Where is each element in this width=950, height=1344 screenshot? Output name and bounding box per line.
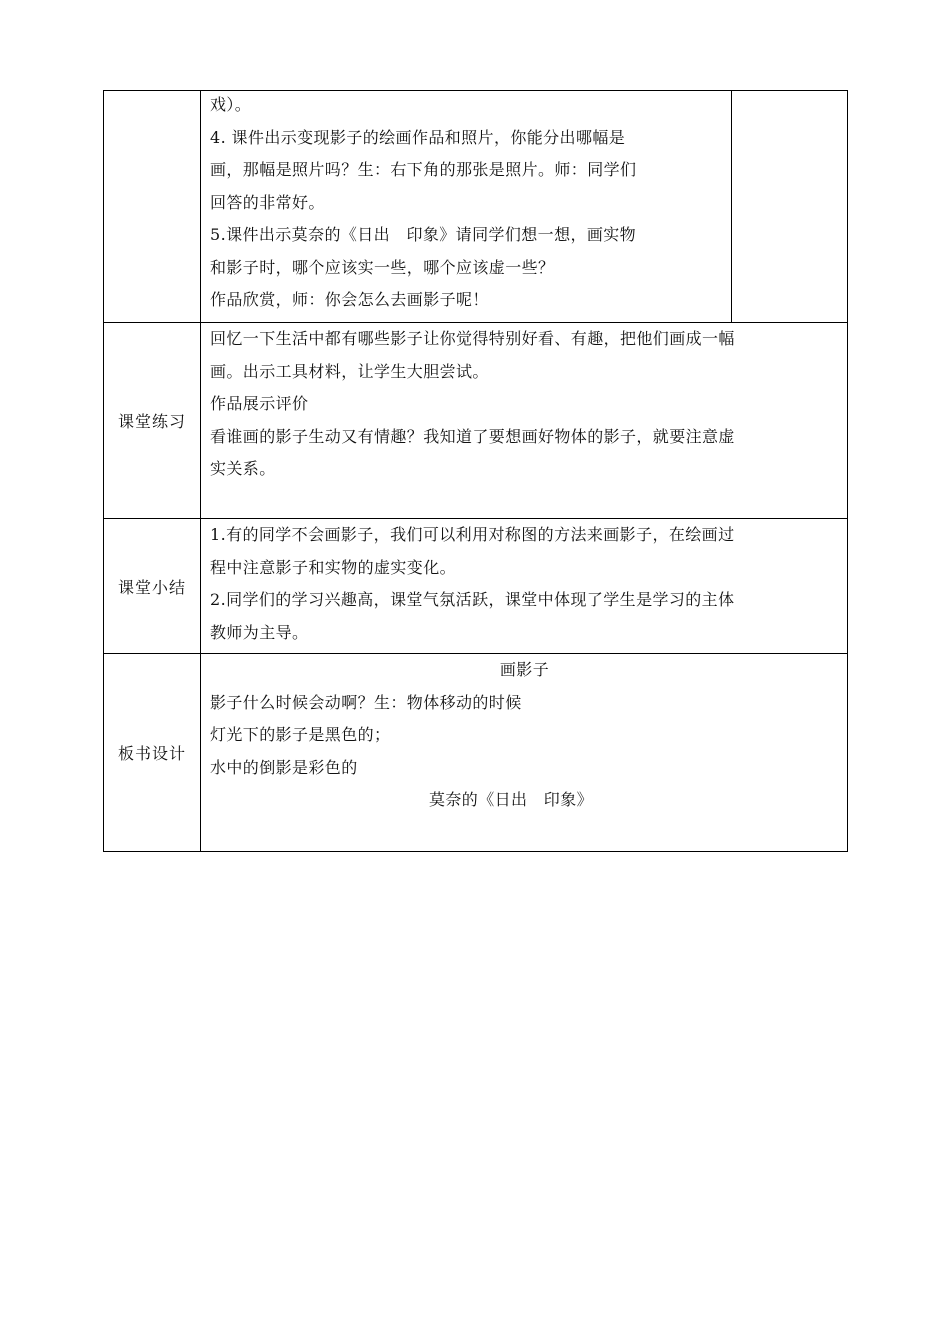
table-row [104, 519, 848, 654]
text-line: 画。出示工具材料，让学生大胆尝试。 [210, 361, 489, 381]
text-line: 程中注意影子和实物的虚实变化。 [210, 557, 457, 577]
text-line: 作品展示评价 [210, 394, 309, 413]
practice-content-cell [201, 323, 848, 519]
row-label-board-design: 板书设计 [104, 654, 201, 852]
text-line: 灯光下的影子是黑色的； [210, 725, 391, 744]
summary-content-cell [201, 519, 848, 654]
row-label-summary: 课堂小结 [104, 519, 201, 654]
text-line: 看谁画的影子生动又有情趣？我知道了要想画好物体的影子，就要注意虚 [210, 426, 735, 446]
teaching-process-cell [201, 91, 732, 323]
text-line: 画，那幅是照片吗？生：右下角的那张是照片。师：同学们 [210, 160, 637, 179]
table-row [104, 323, 848, 519]
text-line: 戏）。 [210, 95, 252, 114]
text-line: 水中的倒影是彩色的 [210, 757, 358, 777]
text-line: 回忆一下生活中都有哪些影子让你觉得特别好看、有趣，把他们画成一幅 [210, 329, 735, 348]
text-line: 5.课件出示莫奈的《日出 印象》请同学们想一想，画实物 [210, 225, 637, 244]
lesson-plan-table [103, 90, 848, 852]
board-design-content-cell [201, 654, 848, 852]
row-label-practice: 课堂练习 [104, 323, 201, 519]
notes-cell-empty [732, 91, 848, 323]
text-line: 回答的非常好。 [210, 192, 325, 212]
text-line: 1.有的同学不会画影子，我们可以利用对称图的方法来画影子，在绘画过 [210, 525, 735, 544]
text-line: 教师为主导。 [210, 622, 309, 642]
board-footer: 莫奈的《日出 印象》 [429, 790, 594, 809]
text-line: 作品欣赏，师：你会怎么去画影子呢！ [210, 290, 489, 309]
text-line: 实关系。 [210, 459, 276, 478]
table-row [104, 654, 848, 852]
text-line: 影子什么时候会动啊？生：物体移动的时候 [210, 692, 522, 712]
text-line: 2.同学们的学习兴趣高，课堂气氛活跃，课堂中体现了学生是学习的主体 [210, 590, 735, 609]
text-line: 和影子时，哪个应该实一些，哪个应该虚一些？ [210, 257, 555, 277]
board-title: 画影子 [499, 660, 550, 679]
table-row [104, 91, 848, 323]
row-label-empty [104, 91, 201, 323]
text-line: 4. 课件出示变现影子的绘画作品和照片，你能分出哪幅是 [210, 127, 626, 147]
